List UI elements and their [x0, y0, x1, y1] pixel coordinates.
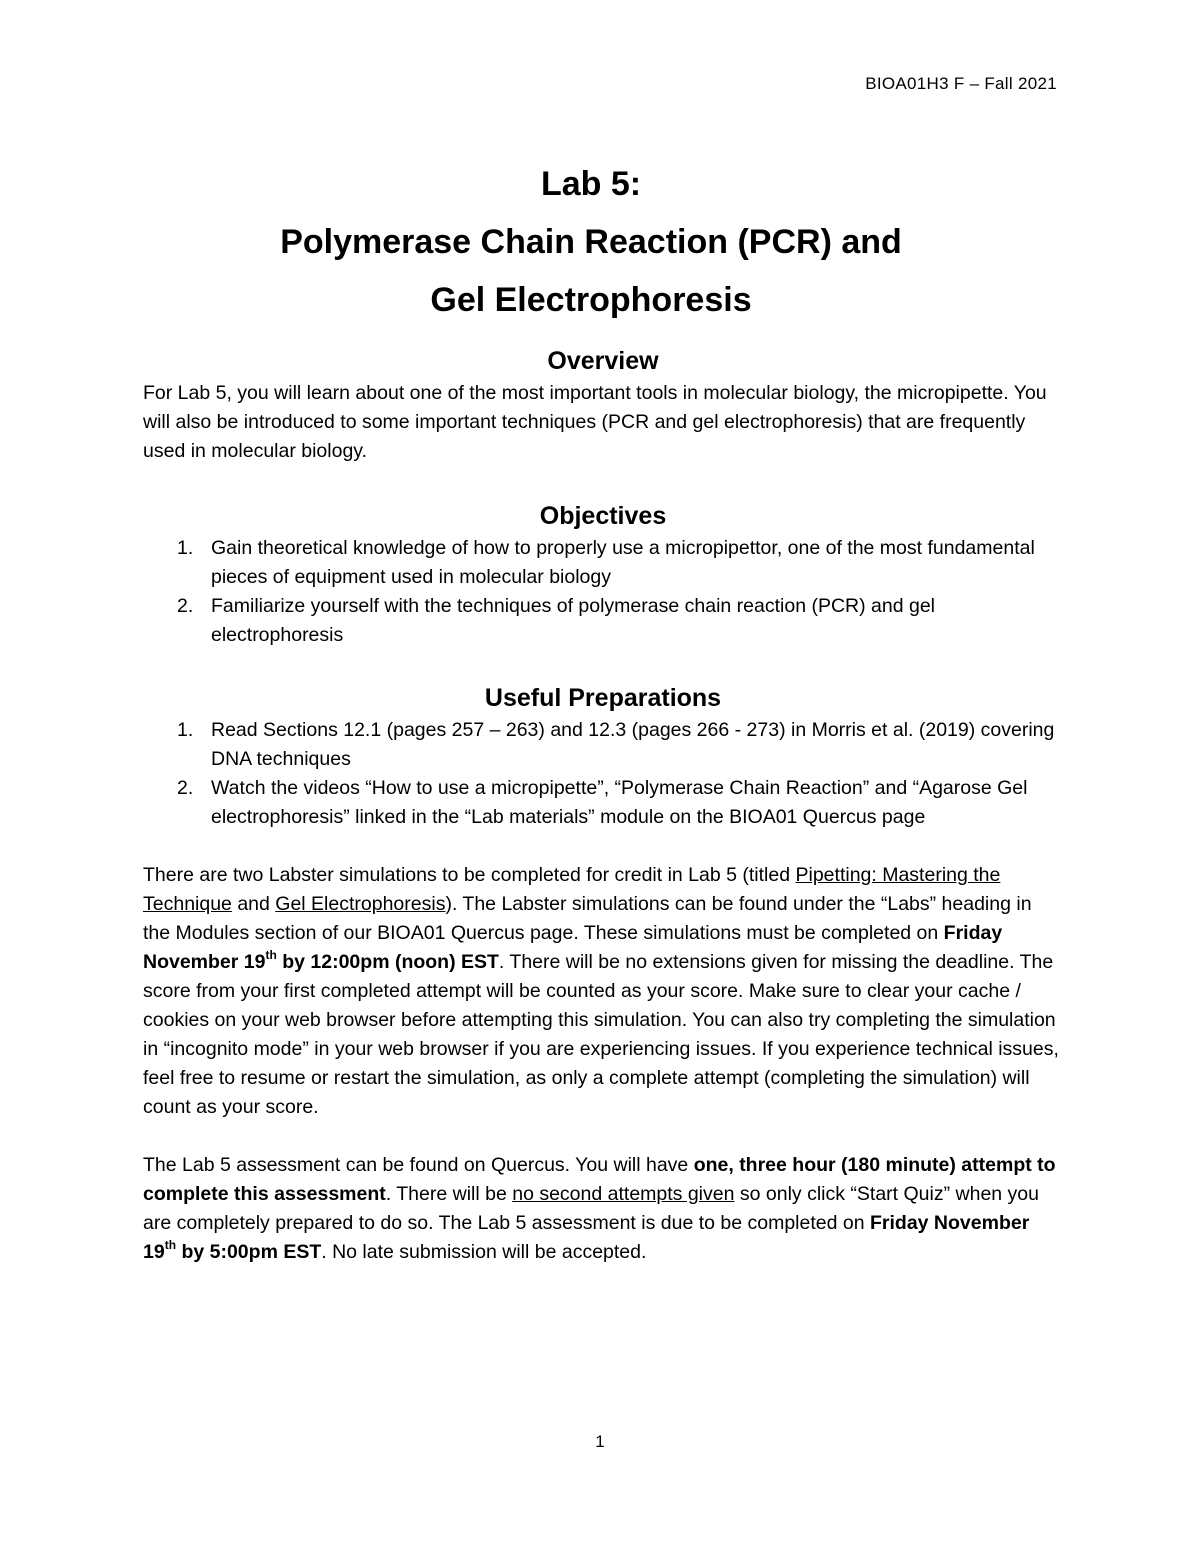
list-item: [143, 716, 1063, 774]
objectives-list: [143, 534, 1063, 650]
list-text: Watch the videos “How to use a micropipette”, “Polymerase Chain Reaction” and “Agarose Gel electrophoresis” linked in the “Lab materials” module on the BIOA01 Quercus page: [211, 777, 1028, 828]
assessment-text: . No late submission will be accepted.: [321, 1241, 647, 1263]
deadline-time: by 12:00pm (noon) EST: [276, 951, 499, 973]
deadline-day: Friday November 19: [143, 1212, 1030, 1263]
deadline-suffix: th: [265, 947, 277, 962]
simulation-title-pipetting: Pipetting: Mastering the Technique: [143, 864, 1001, 915]
document-body: [143, 343, 1063, 1267]
course-header: BIOA01H3 F – Fall 2021: [865, 74, 1057, 93]
preparations-heading: Useful Preparations: [484, 684, 722, 712]
document-title: [0, 155, 1182, 329]
list-number: 2.: [177, 595, 194, 617]
assessment-text: so only click “Start Quiz” when you are completely prepared to do so. The Lab 5 assessment is due to be completed on: [143, 1183, 1039, 1234]
list-number: 1.: [177, 719, 194, 741]
labster-text: . There will be no extensions given for missing the deadline. The score from your first completed attempt will be counted as your score. Make sure to clear your cache / cookies on your web browser before attempting this simulation. You can also try completing the simulation in “incognito mode” in your web browser if you are experiencing issues. If you experience technical issues, feel free to resume or restart the simulation, as only a complete attempt (completing the simulation) will count as your score.: [143, 951, 1059, 1118]
list-item: [143, 774, 1063, 832]
title-line-2: Polymerase Chain Reaction (PCR) and: [280, 223, 902, 261]
labster-text: There are two Labster simulations to be completed for credit in Lab 5 (titled: [143, 864, 796, 886]
list-text: Gain theoretical knowledge of how to properly use a micropipettor, one of the most fundamental pieces of equipment used in molecular biology: [211, 537, 1035, 588]
title-line-3: Gel Electrophoresis: [430, 281, 752, 319]
page-number: 1: [595, 1432, 605, 1451]
deadline-suffix: th: [164, 1237, 177, 1252]
simulation-title-gel: Gel Electrophoresis: [275, 893, 446, 915]
list-item: [143, 592, 1063, 650]
assessment-paragraph: [143, 1151, 1063, 1267]
preparations-list: [143, 716, 1063, 832]
assessment-attempt-info: one, three hour (180 minute) attempt to complete this assessment: [143, 1154, 1056, 1205]
labster-text: and: [231, 893, 276, 915]
overview-text: For Lab 5, you will learn about one of the most important tools in molecular biology, the micropipette. You will also be introduced to some important techniques (PCR and gel electrophoresis) that are frequently used in molecular biology.: [143, 382, 1047, 462]
deadline-day: Friday November 19: [143, 922, 1003, 973]
overview-heading: Overview: [547, 347, 659, 375]
objectives-heading: Objectives: [539, 502, 667, 530]
assessment-text: The Lab 5 assessment can be found on Quercus. You will have: [143, 1154, 694, 1176]
deadline-time: by 5:00pm EST: [176, 1241, 322, 1263]
labster-text: ). The Labster simulations can be found under the “Labs” heading in the Modules section of our BIOA01 Quercus page. These simulations must be completed on: [143, 893, 1032, 944]
assessment-text: . There will be: [385, 1183, 513, 1205]
list-text: Read Sections 12.1 (pages 257 – 263) and 12.3 (pages 266 - 273) in Morris et al. (2019) covering DNA techniques: [211, 719, 1055, 770]
labster-paragraph: [143, 861, 1063, 1122]
list-item: [143, 534, 1063, 592]
title-line-1: Lab 5:: [540, 165, 642, 203]
list-text: Familiarize yourself with the techniques of polymerase chain reaction (PCR) and gel electrophoresis: [211, 595, 936, 646]
list-number: 2.: [177, 777, 194, 799]
no-second-attempts: no second attempts given: [512, 1183, 735, 1205]
list-number: 1.: [177, 537, 194, 559]
